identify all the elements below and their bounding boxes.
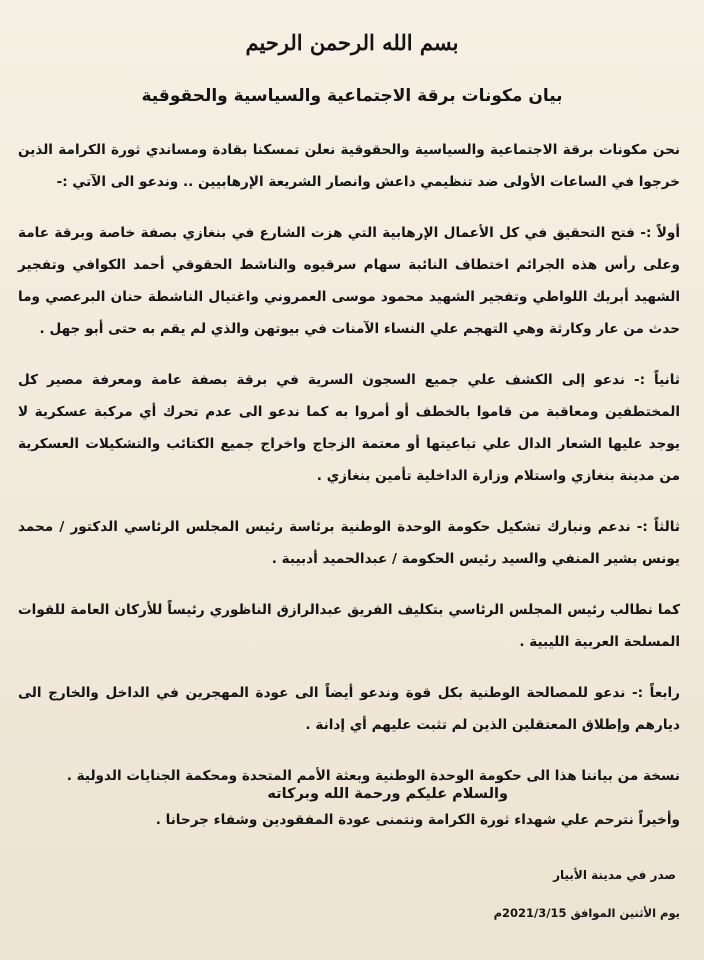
paragraph-final: وأخيراً نترحم علي شهداء ثورة الكرامة ونتمنى عودة المفقودين وشفاء جرحانا . [155,812,680,828]
closing-salutation: والسلام عليكم ورحمة الله وبركاته [267,786,508,802]
paragraph-intro: نحن مكونات برقة الاجتماعية والسياسية والحقوقية نعلن تمسكنا بقادة ومساندي ثورة الكرامة الذين خرجوا في الساعات الأولى ضد تنظيمي داعش وانصار الشريعة الإرهابيين .. وندعو الى الآتي :- [18,142,680,190]
basmala-heading: بسم الله الرحمن الرحيم [245,30,459,55]
paragraph-first: أولاً :- فتح التحقيق في كل الأعمال الإرهابية التي هزت الشارع في بنغازي بصفة خاصة وبرقة عامة وعلى رأس هذه الجرائم اختطاف النائبة سهام سرقيوه والناشط الحقوقي أحمد الكوافي وتفجير الشهيد أبريك اللواطي وتفجير الشهيد محمود موسى العمروني واغتيال الناشطة حنان البرعصي وما حدث من عار وكارثة وهي التهجم علي النساء الآمنات في بيوتهن والذي لم يقم به حتى أبو جهل . [18,225,680,337]
issued-location: صدر في مدينة الأبيار [553,868,676,882]
statement-body [18,134,680,848]
statement-title: بيان مكونات برقة الاجتماعية والسياسية والحقوقية [141,86,563,106]
issue-date: يوم الأثنين الموافق 2021/3/15م [493,906,680,920]
paragraph-fourth: رابعاً :- ندعو للمصالحة الوطنية بكل قوة وندعو أيضاً الى عودة المهجرين في الداخل والخارج الى ديارهم وإطلاق المعتقلين الذين لم تثبت عليهم أي إدانة . [18,685,680,733]
paragraph-second: ثانياً :- ندعو إلى الكشف علي جميع السجون السرية في برقة بصفة عامة ومعرفة مصير كل المختطفين ومعاقبة من قاموا بالخطف أو أمروا به كما ندعو الى عدم تحرك أي مركبة عسكرية لا يوجد عليها الشعار الدال علي تباعيتها أو معتمة الزجاج واخراج جميع الكتائب والتشكيلات العسكرية من مدينة بنغازي واستلام وزارة الداخلية تأمين بنغازي . [18,372,680,484]
paragraph-demand: كما نطالب رئيس المجلس الرئاسي بتكليف الفريق عبدالرازق الناظوري رئيساً للأركان العامة للقوات المسلحة العربية الليبية . [18,602,680,650]
paragraph-copy: نسخة من بياننا هذا الى حكومة الوحدة الوطنية وبعثة الأمم المتحدة ومحكمة الجنايات الدولية . [66,768,680,784]
paragraph-third: ثالثاً :- ندعم ونبارك تشكيل حكومة الوحدة الوطنية برئاسة رئيس المجلس الرئاسي الدكتور / محمد يونس بشير المنفي والسيد رئيس الحكومة / عبدالحميد أدبيبة . [18,519,680,567]
